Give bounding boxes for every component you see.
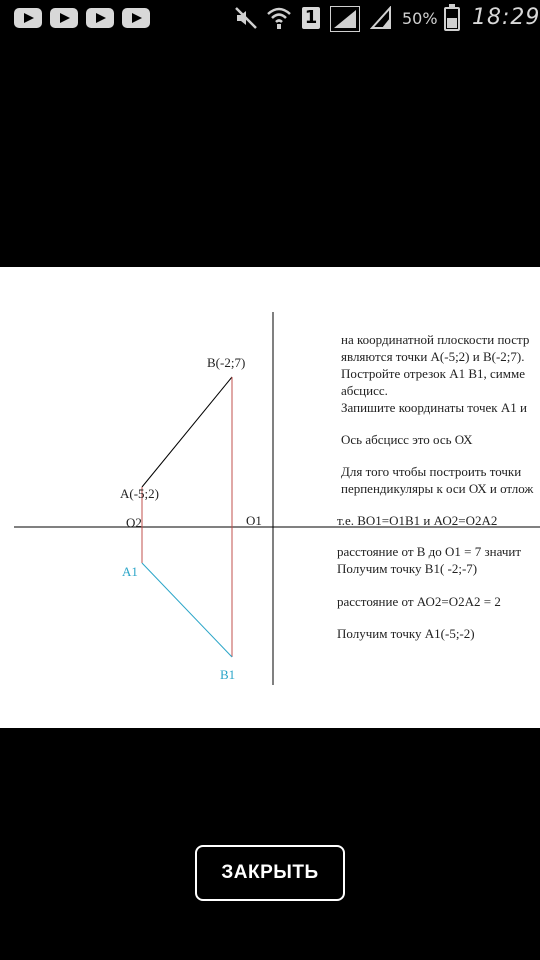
segment-ab [142,377,232,487]
text-line: на координатной плоскости постр [341,332,530,347]
text-line: абсцисс. [341,383,388,398]
youtube-icon [122,8,150,28]
text-line: Запишите координаты точек А1 и [341,400,527,415]
text-line: Постройте отрезок А1 В1, симме [341,366,525,381]
youtube-icon [86,8,114,28]
text-line: Получим точку А1(-5;-2) [337,626,475,641]
image-viewer[interactable] [0,267,540,728]
text-line: расстояние от В до О1 = 7 значит [337,544,522,559]
mute-icon [234,6,258,30]
text-line: Ось абсцисс это ось ОХ [341,432,473,447]
label-b: B(-2;7) [207,355,246,370]
battery-icon [444,7,460,31]
label-o1: O1 [246,513,262,528]
label-a: A(-5;2) [120,486,159,501]
youtube-icon [50,8,78,28]
label-a1: A1 [122,564,138,579]
clock: 18:29 [472,5,540,30]
signal-icon-2 [370,6,392,30]
status-bar [0,0,540,36]
text-line: Получим точку В1( -2;-7) [337,561,478,576]
text-line: перпендикуляры к оси ОХ и отлож [341,481,534,496]
label-b1: B1 [220,667,236,682]
text-line: являются точки А(-5;2) и В(-2;7). [341,349,525,364]
wifi-icon [266,6,292,30]
signal-icon [330,6,360,32]
segment-a1b1 [142,563,232,657]
text-line: расстояние от АО2=О2А2 = 2 [337,594,501,609]
close-button[interactable]: ЗАКРЫТЬ [195,845,345,901]
text-line: Для того чтобы построить точки [341,464,522,479]
battery-percent: 50% [402,9,438,28]
youtube-icon [14,8,42,28]
sim-indicator: 1 [302,7,320,29]
text-line: т.е. ВО1=О1В1 и АО2=О2А2 [337,513,498,528]
label-o2: O2 [126,515,142,530]
